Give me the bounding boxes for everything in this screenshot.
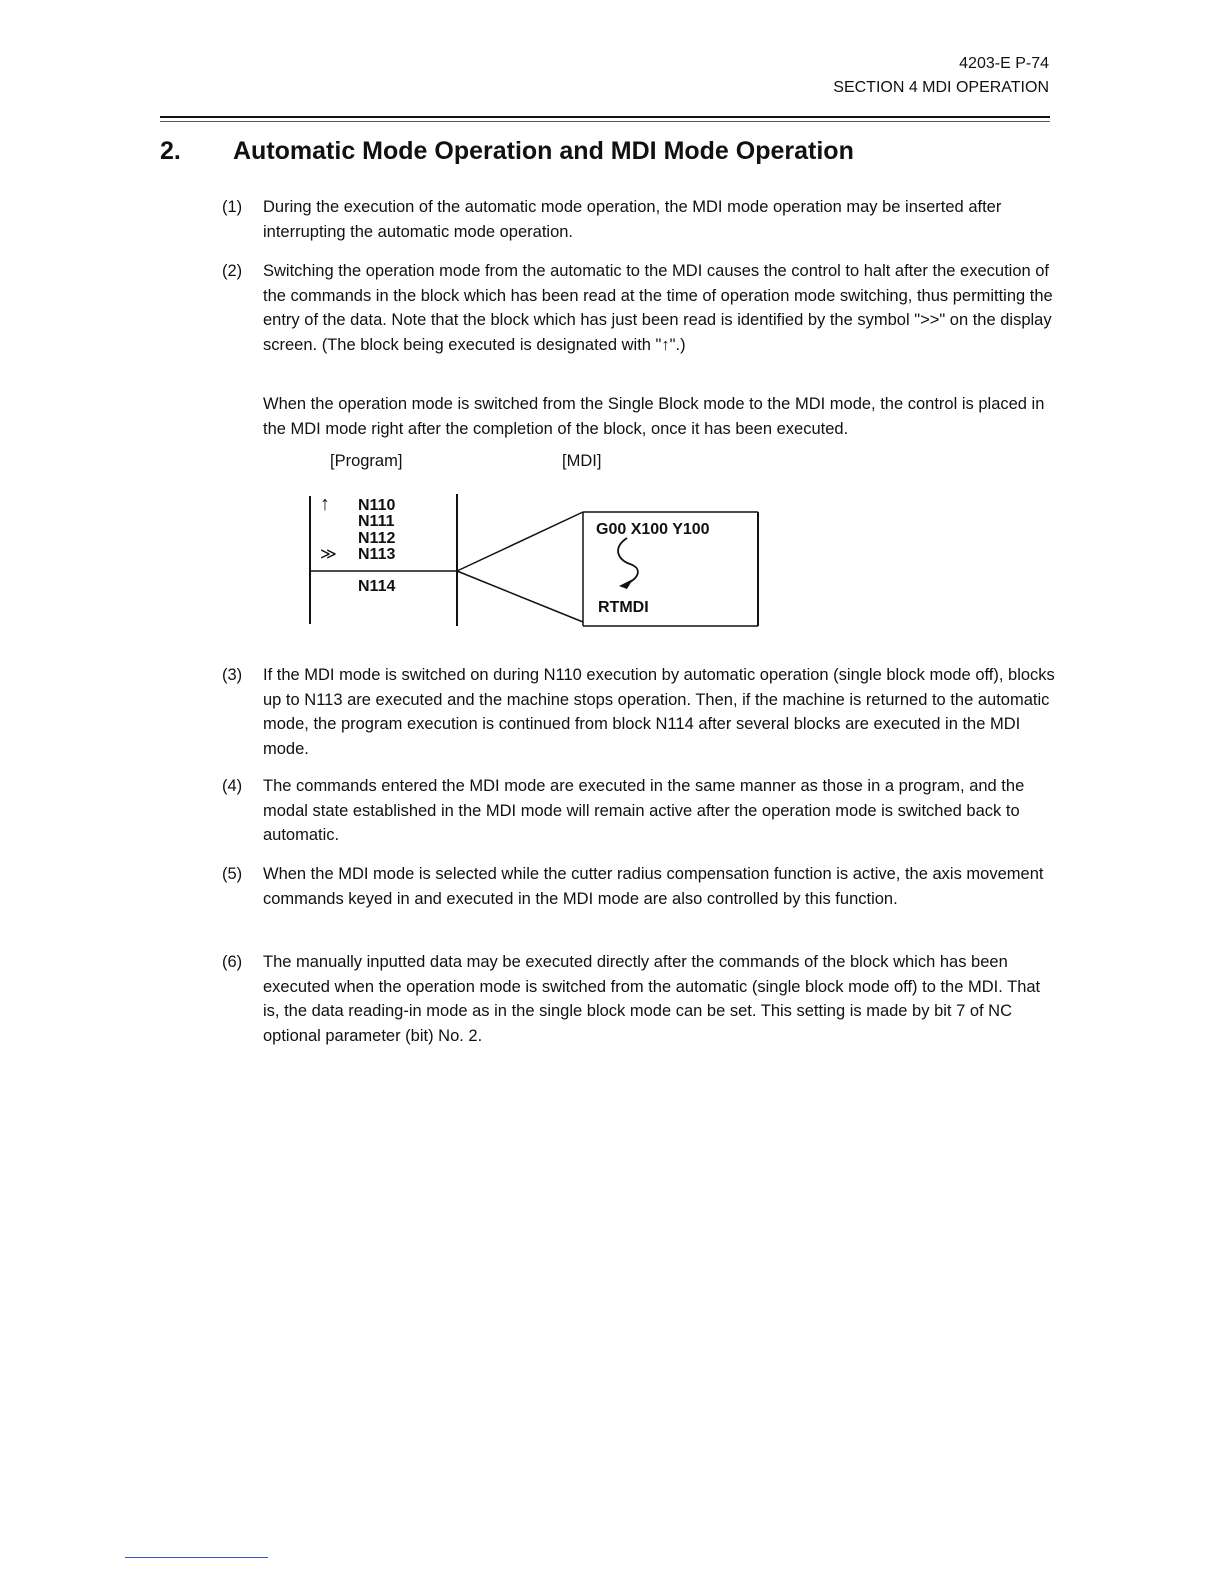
execution-marker-icon: ↑ (320, 493, 330, 515)
section-reference: SECTION 4 MDI OPERATION (833, 79, 1049, 96)
section-title: Automatic Mode Operation and MDI Mode Operation (233, 137, 854, 165)
header-rule-thin (160, 121, 1050, 122)
item-text: The manually inputted data may be executed directly after the commands of the block which has been executed when the operation mode is switched from the automatic (single block mode off) to the MDI. That is, the data reading-in mode as in the single block mode can be set. This setting is made by bit 7 of NC optional parameter (bit) No. 2. (263, 953, 1041, 1045)
program-label: [Program] (330, 452, 403, 470)
item-text: When the MDI mode is selected while the cutter radius compensation function is active, the axis movement commands keyed in and executed in the MDI mode are also controlled by this function. (263, 865, 1044, 908)
item-number: (3) (222, 666, 243, 684)
item-text: The commands entered the MDI mode are executed in the same manner as those in a program, and the modal state established in the MDI mode will remain active after the operation mode is switched back to automatic. (263, 777, 1025, 844)
item-number: (4) (222, 777, 243, 795)
item-number: (2) (222, 262, 243, 280)
item-number: (1) (222, 198, 243, 216)
mdi-label: [MDI] (562, 452, 602, 470)
item-number: (6) (222, 953, 243, 971)
page-header (833, 52, 1049, 100)
item-text: Switching the operation mode from the automatic to the MDI causes the control to halt after the execution of the commands in the block which has been read at the time of operation mode switching, thus permitting the entry of the data. Note that the block which has just been read is identified by the symbol ">>" on the display screen. (The block being executed is designated with "↑".) (263, 262, 1053, 354)
block-n114: N114 (358, 578, 396, 595)
footer-rule (125, 1557, 268, 1558)
mdi-command: G00 X100 Y100 (596, 521, 710, 538)
item-2-followup: When the operation mode is switched from the Single Block mode to the MDI mode, the control is placed in the MDI mode right after the completion of the block, once it has been executed. (263, 395, 1045, 438)
mdi-switch-diagram (300, 448, 770, 638)
header-rule (160, 116, 1050, 118)
page-reference: 4203-E P-74 (959, 55, 1049, 72)
item-number: (5) (222, 865, 243, 883)
mdi-end-command: RTMDI (598, 599, 649, 616)
read-marker-icon: ≫ (320, 546, 337, 563)
item-text: During the execution of the automatic mode operation, the MDI mode operation may be inserted after interrupting the automatic mode operation. (263, 198, 1002, 241)
block-n110: N110 (358, 497, 396, 514)
block-n113: N113 (358, 546, 396, 563)
block-n112: N112 (358, 530, 396, 547)
section-number: 2. (160, 137, 181, 165)
block-n111: N111 (358, 513, 395, 530)
item-text: If the MDI mode is switched on during N110 execution by automatic operation (single block mode off), blocks up to N113 are executed and the machine stops operation. Then, if the machine is returned to the automatic mode, the program execution is continued from block N114 after several blocks are executed in the MDI mode. (263, 666, 1055, 758)
